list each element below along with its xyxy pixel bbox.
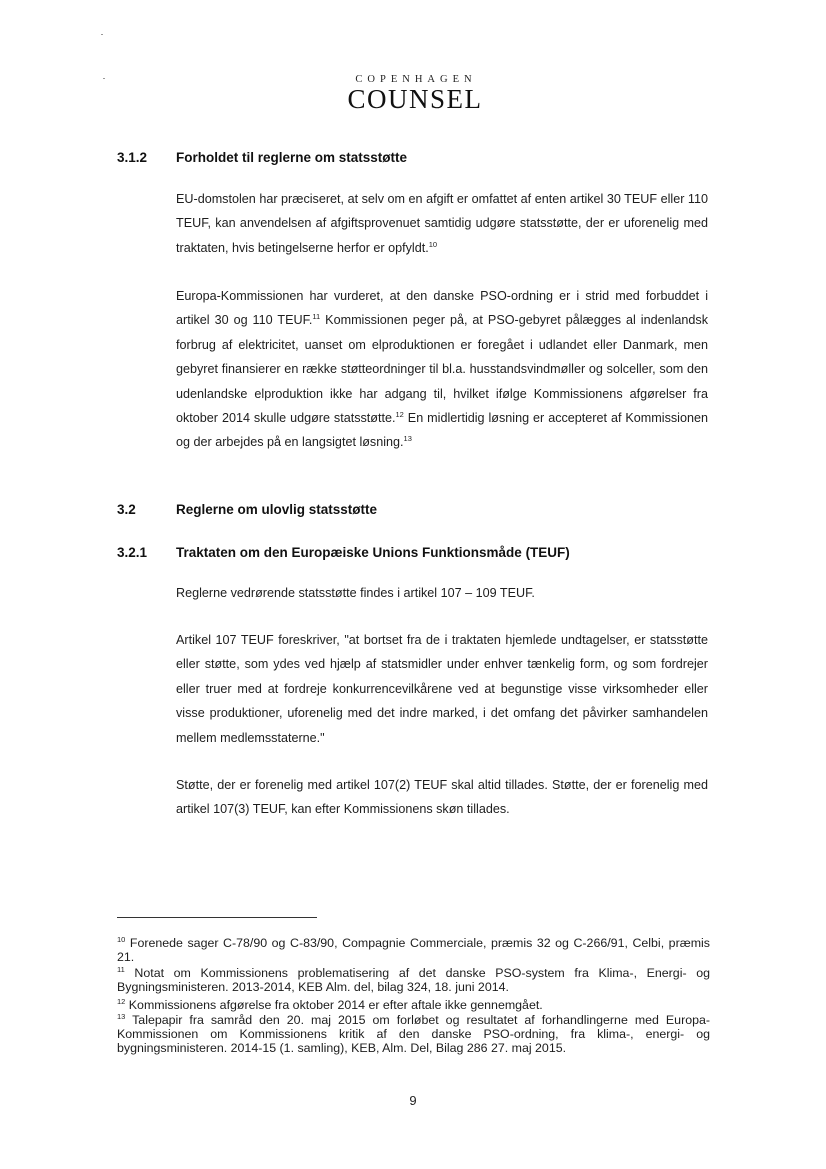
section-heading-3-2 bbox=[117, 502, 377, 517]
footnote-ref[interactable]: 10 bbox=[428, 239, 438, 249]
footnote-ref[interactable]: 11 bbox=[312, 312, 321, 322]
company-logo bbox=[0, 74, 826, 112]
paragraph-text: Kommissionen peger på, at PSO-gebyret pålægges al indenlandsk forbrug af elektricitet, uanset om elproduktionen er foregået i udlandet eller Danmark, men gebyret finansierer en række støtteordninger til bl.a. husstandsvindmøller og solceller, som den udenlandske elproduktion ikke har adgang til, hvilket ifølge Kommissionens afgørelser fra oktober 2014 skulle udgøre statsstøtte. bbox=[176, 313, 708, 426]
paragraph-compatible-aid bbox=[176, 773, 708, 822]
paragraph-rules-location bbox=[176, 581, 708, 605]
paragraph-text: Støtte, der er forenelig med artikel 107(2) TEUF skal altid tillades. Støtte, der er forenelig med artikel 107(3) TEUF, kan efter Kommissionens skøn tillades. bbox=[176, 778, 708, 817]
footnote-text: Notat om Kommissionens problematisering af det danske PSO-system fra Klima-, Energi- og Bygningsministeren. 2013-2014, KEB Alm. del, bilag 324, 18. juni 2014. bbox=[117, 966, 710, 994]
footnote-10 bbox=[117, 936, 710, 964]
paragraph-article-107-quote bbox=[176, 628, 708, 750]
footnote-ref[interactable]: 12 bbox=[395, 409, 404, 419]
footnote-text: Forenede sager C-78/90 og C-83/90, Compagnie Commerciale, præmis 32 og C-266/91, Celbi, præmis 21. bbox=[117, 936, 710, 964]
footnote-number: 11 bbox=[117, 964, 125, 974]
footnote-text: Kommissionens afgørelse fra oktober 2014 er efter aftale ikke gennemgået. bbox=[125, 998, 543, 1012]
paragraph-text: Reglerne vedrørende statsstøtte findes i artikel 107 – 109 TEUF. bbox=[176, 586, 535, 600]
logo-top-text: COPENHAGEN bbox=[355, 74, 477, 85]
footnote-ref[interactable]: 13 bbox=[403, 434, 412, 444]
footnote-11 bbox=[117, 966, 710, 994]
section-title: Reglerne om ulovlig statsstøtte bbox=[176, 502, 378, 517]
paragraph-eu-court bbox=[176, 187, 708, 260]
section-heading-3-2-1 bbox=[117, 545, 570, 560]
section-number: 3.2 bbox=[117, 502, 136, 517]
footnote-number: 10 bbox=[117, 934, 126, 944]
logo-main-text: COUNSEL bbox=[347, 84, 483, 114]
section-title: Forholdet til reglerne om statsstøtte bbox=[176, 150, 408, 165]
scan-speck bbox=[101, 34, 103, 35]
section-heading-3-1-2 bbox=[117, 150, 407, 165]
paragraph-commission-assessment bbox=[176, 284, 708, 455]
footnote-13 bbox=[117, 1013, 710, 1055]
footnote-number: 12 bbox=[117, 996, 126, 1006]
paragraph-text: EU-domstolen har præciseret, at selv om en afgift er omfattet af enten artikel 30 TEUF eller 110 TEUF, kan anvendelsen af afgiftsprovenuet samtidig udgøre statsstøtte, der er uforenelig med traktaten, hvis betingelserne herfor er opfyldt. bbox=[176, 192, 708, 255]
paragraph-text: Artikel 107 TEUF foreskriver, "at bortset fra de i traktaten hjemlede undtagelser, er statsstøtte eller støtte, som ydes ved hjælp af statsmidler under enhver tænkelig form, og som fordrejer eller truer med at fordreje konkurrencevilkårene ved at begunstige visse virksomheder eller visse produktioner, uforenelig med det indre marked, i det omfang det påvirker samhandelen mellem medlemsstaterne." bbox=[176, 633, 708, 745]
footnote-text: Talepapir fra samråd den 20. maj 2015 om forløbet og resultatet af forhandlingerne med Europa-Kommissionen om Kommissionens kritik af den danske PSO-ordning, fra klima-, energi- og bygningsministeren. 2014-15 (1. samling), KEB, Alm. Del, Bilag 286 27. maj 2015. bbox=[117, 1013, 710, 1055]
paragraph-text: Europa-Kommissionen har vurderet, at den danske PSO-ordning er i strid med forbuddet i artikel 30 og 110 TEUF. bbox=[176, 289, 708, 328]
footnote-divider bbox=[117, 917, 317, 918]
footnote-number: 13 bbox=[117, 1011, 126, 1021]
section-title: Traktaten om den Europæiske Unions Funktionsmåde (TEUF) bbox=[176, 545, 570, 560]
section-number: 3.2.1 bbox=[117, 545, 148, 560]
section-number: 3.1.2 bbox=[117, 150, 148, 165]
page-number: 9 bbox=[409, 1093, 417, 1108]
footnote-12 bbox=[117, 998, 710, 1012]
paragraph-text: En midlertidig løsning er accepteret af Kommissionen og der arbejdes på en langsigtet løsning. bbox=[176, 411, 708, 450]
